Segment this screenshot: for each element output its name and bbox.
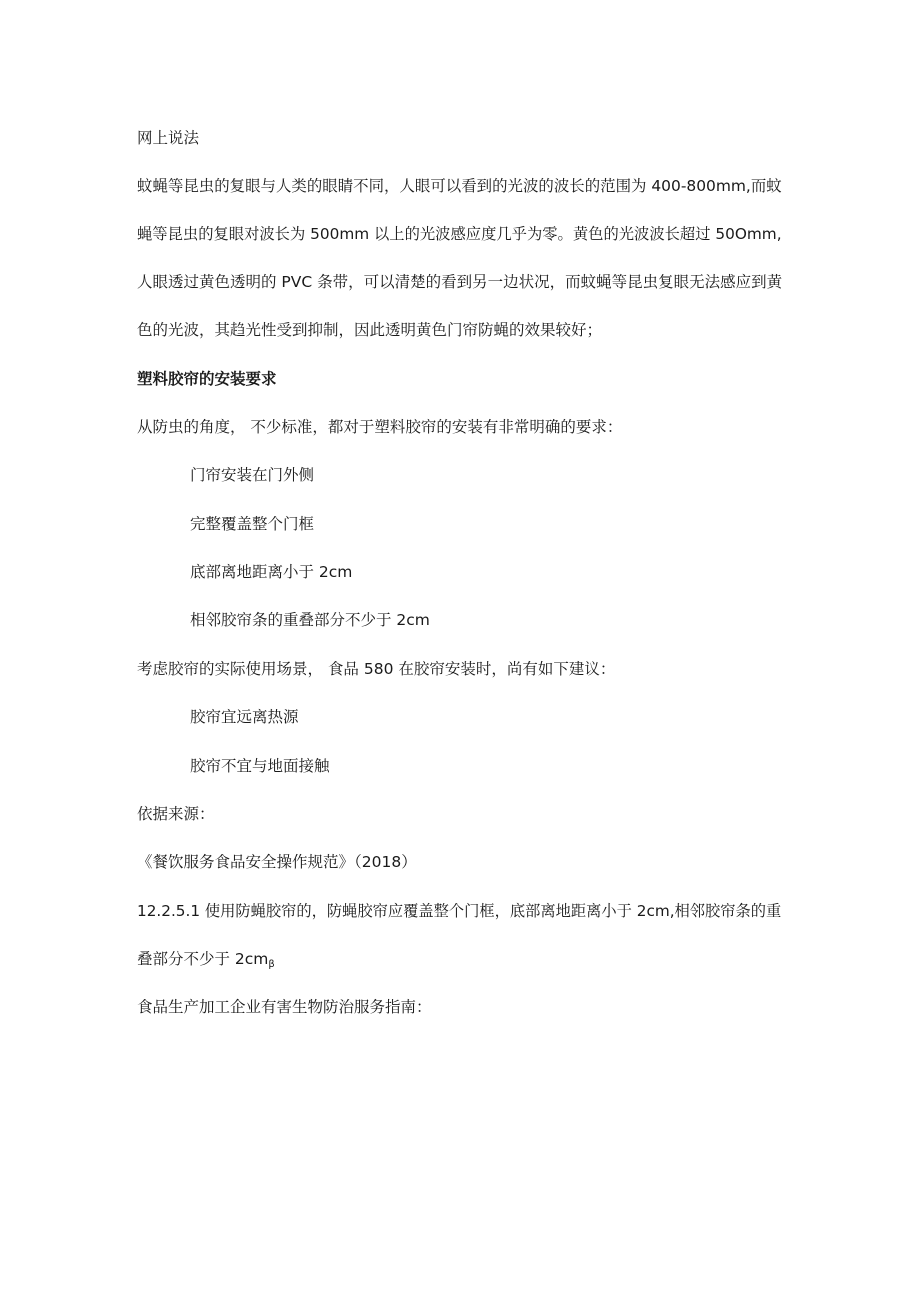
paragraph-line: 人眼透过黄色透明的 PVC 条带，可以清楚的看到另一边状况，而蚊蝇等昆虫复眼无法感应到黄 [137,273,783,291]
requirement-item: 门帘安装在门外侧 [190,466,315,484]
paragraph-line: 蚊蝇等昆虫的复眼与人类的眼睛不同，人眼可以看到的光波的波长的范围为 400-800mm,而蚊 [137,177,782,195]
source-title: 《餐饮服务食品安全操作规范》（2018） [137,853,417,871]
clause-subscript: β [268,959,275,970]
suggestion-item: 胶帘宜远离热源 [190,708,299,726]
requirement-item: 相邻胶帘条的重叠部分不少于 2cm [190,611,430,629]
paragraph-line: 蝇等昆虫的复眼对波长为 500mm 以上的光波感应度几乎为零。黄色的光波波长超过 50Omm, [137,225,782,243]
suggestions-intro: 考虑胶帘的实际使用场景， 食品 580 在胶帘安装时，尚有如下建议： [137,660,616,678]
heading-online: 网上说法 [137,129,200,147]
section-title: 塑料胶帘的安装要求 [137,370,277,388]
paragraph-line: 色的光波，其趋光性受到抑制，因此透明黄色门帘防蝇的效果较好； [137,321,603,339]
guide-title: 食品生产加工企业有害生物防治服务指南： [137,998,432,1016]
requirement-item: 完整覆盖整个门框 [190,515,315,533]
suggestion-item: 胶帘不宜与地面接触 [190,757,330,775]
clause-text: 叠部分不少于 2cm [137,950,269,968]
source-label: 依据来源： [137,805,215,823]
requirement-item: 底部离地距离小于 2cm [190,563,353,581]
clause-line: 12.2.5.1 使用防蝇胶帘的，防蝇胶帘应覆盖整个门框，底部离地距离小于 2cm,相邻胶帘条的重 [137,902,782,920]
requirements-intro: 从防虫的角度， 不少标准，都对于塑料胶帘的安装有非常明确的要求： [137,418,623,436]
clause-line-end [137,949,275,975]
